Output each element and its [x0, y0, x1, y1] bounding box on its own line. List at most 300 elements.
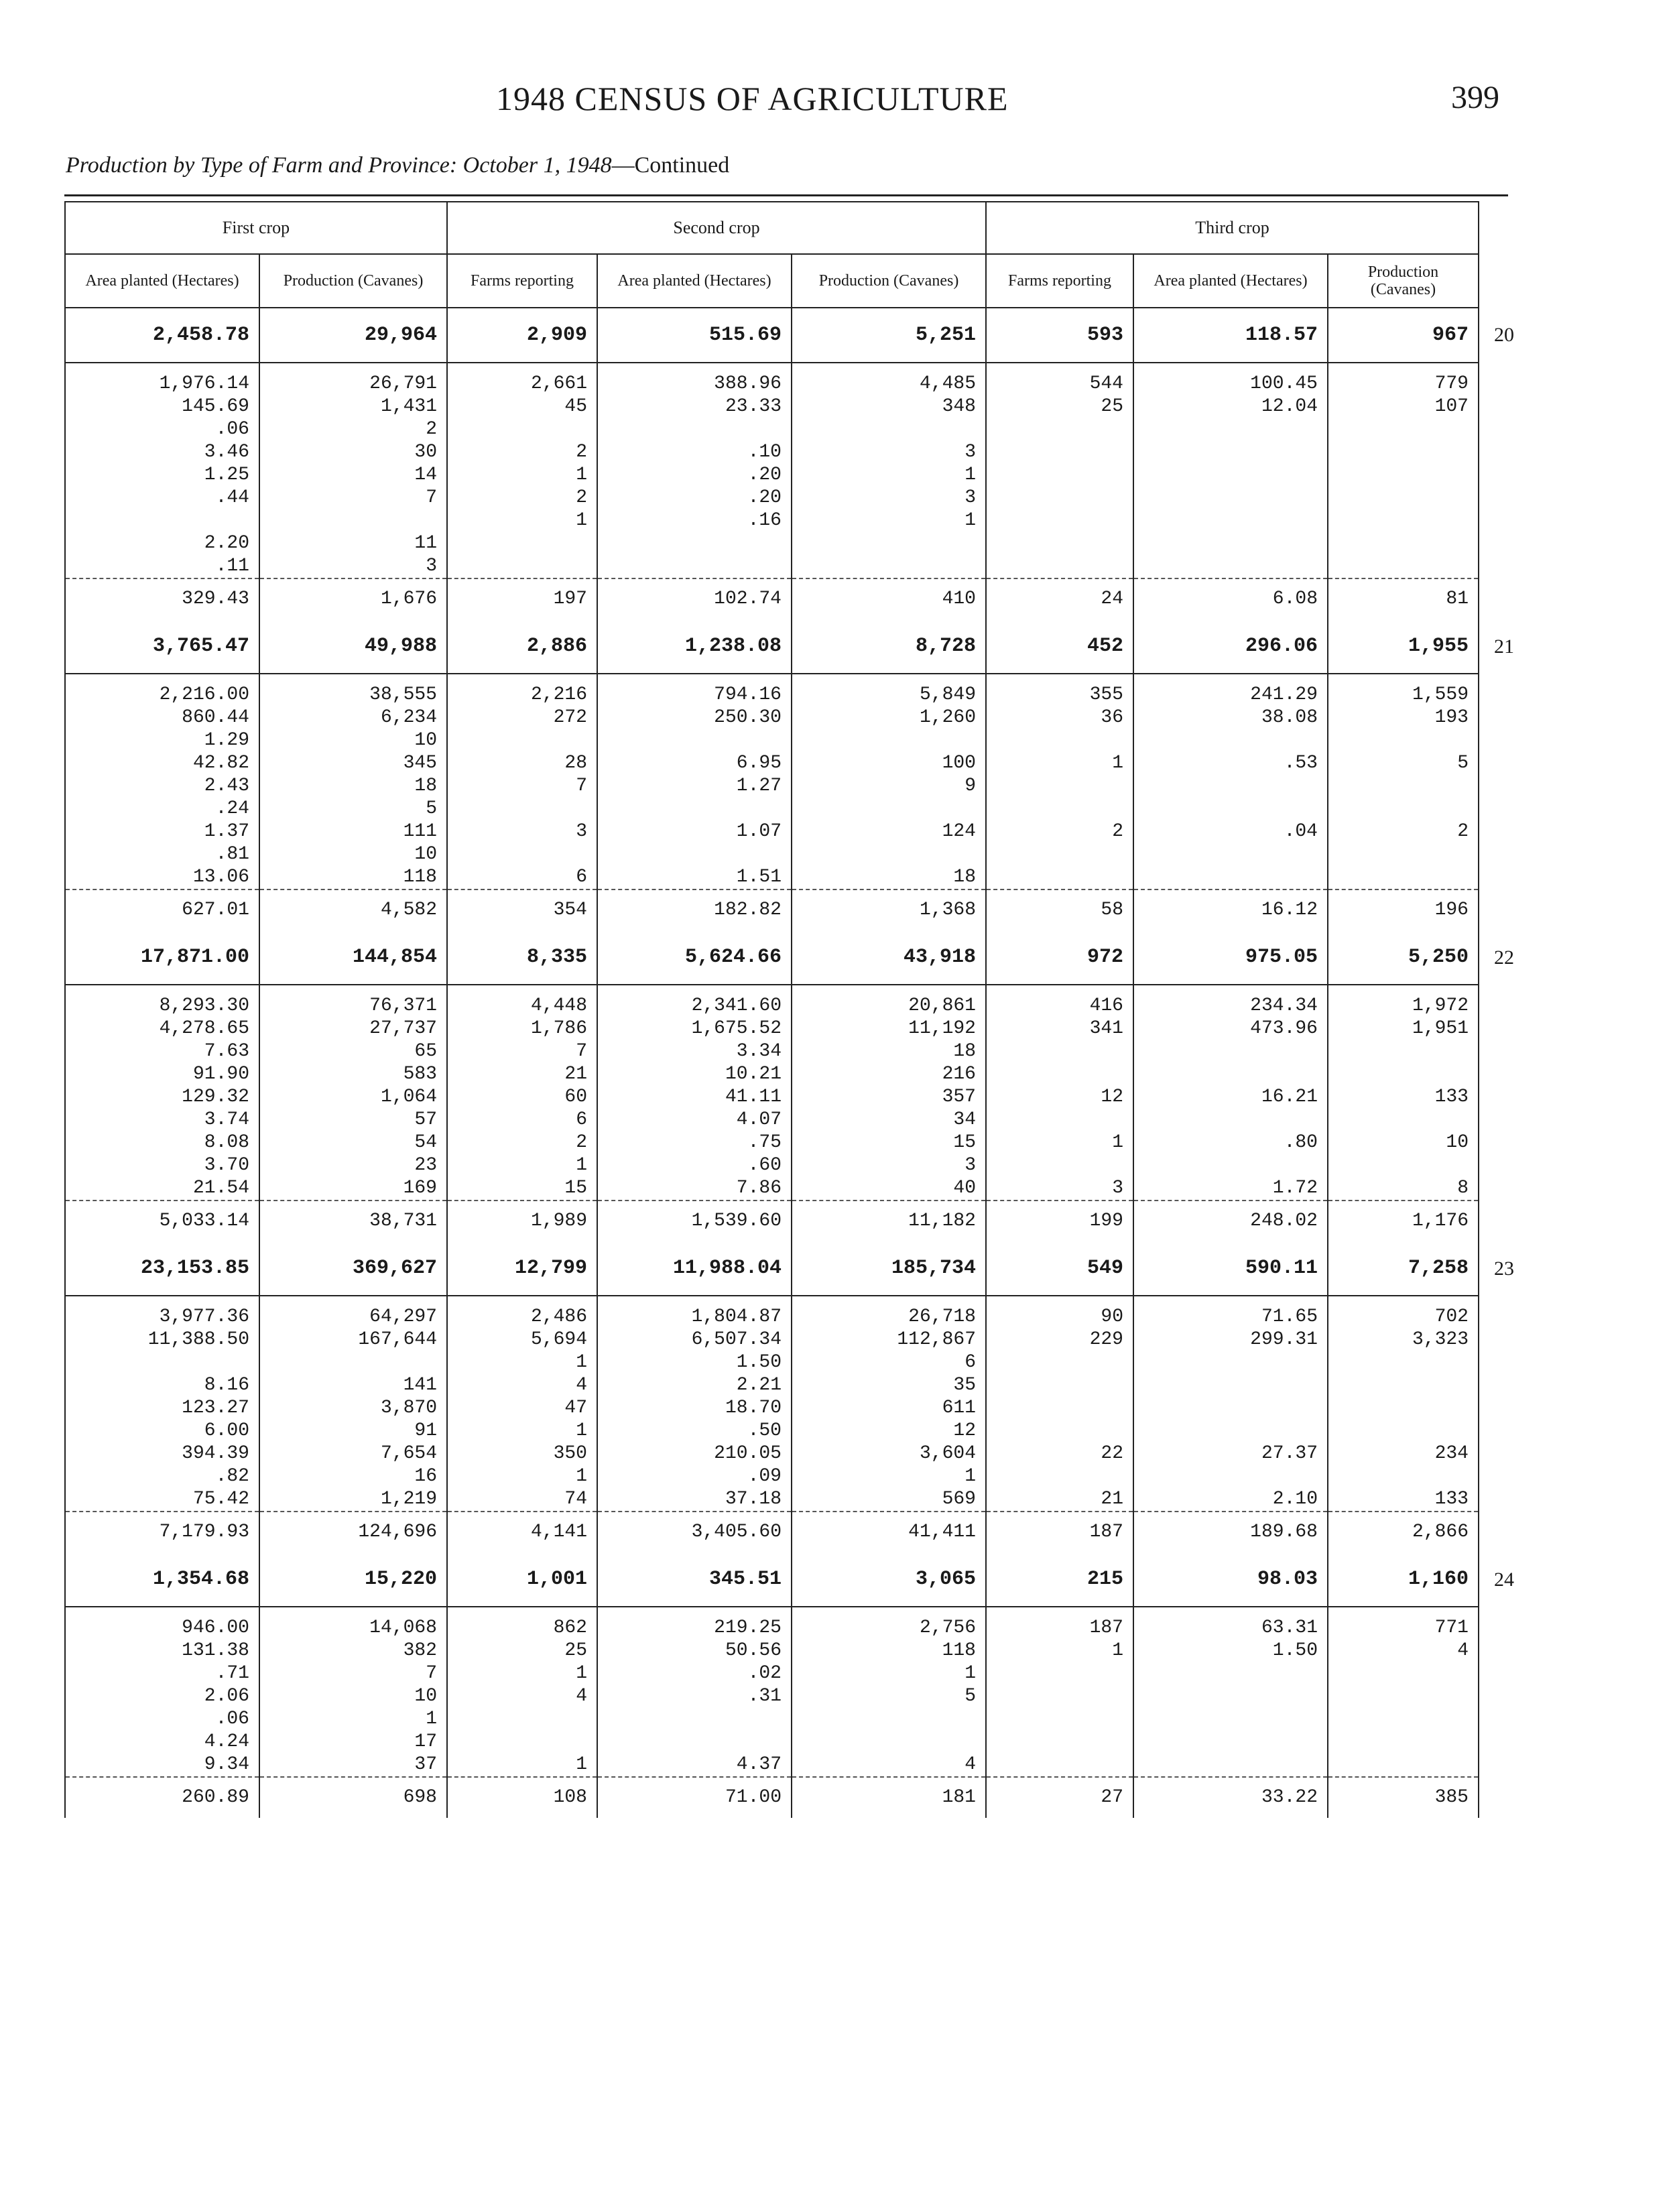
table-cell: 131.38: [65, 1640, 259, 1662]
table-row: [65, 729, 1532, 752]
table-cell: 3,604: [792, 1442, 986, 1465]
table-cell: 2,458.78: [65, 308, 259, 363]
table-cell: [1133, 798, 1328, 820]
table-row: [65, 1296, 1532, 1329]
table-row: [65, 1086, 1532, 1109]
table-cell: .44: [65, 487, 259, 509]
table-cell: .24: [65, 798, 259, 820]
table-cell: 26,791: [259, 363, 447, 395]
table-cell: [1133, 418, 1328, 441]
row-line-number: 21: [1494, 635, 1514, 658]
table-cell: [1133, 532, 1328, 555]
table-cell: 1,972: [1328, 985, 1479, 1018]
table-row-total: [65, 930, 1532, 985]
table-cell: 1.27: [597, 775, 792, 798]
table-cell: 7: [447, 1040, 597, 1063]
table-cell: 50.56: [597, 1640, 792, 1662]
table-cell: 118: [259, 866, 447, 889]
table-cell: 133: [1328, 1086, 1479, 1109]
table-cell: [986, 487, 1133, 509]
table-cell: 299.31: [1133, 1329, 1328, 1351]
table-cell: 569: [792, 1488, 986, 1512]
table-cell: [1328, 1754, 1479, 1777]
table-cell: 45: [447, 395, 597, 418]
table-cell: 702: [1328, 1296, 1479, 1329]
table-cell: 6: [792, 1351, 986, 1374]
table-cell: 4,278.65: [65, 1018, 259, 1040]
table-cell: 1: [792, 464, 986, 487]
row-line-number: [1479, 1397, 1532, 1420]
table-cell: 102.74: [597, 578, 792, 619]
table-cell: [986, 1397, 1133, 1420]
table-cell: 11,182: [792, 1201, 986, 1241]
table-cell: 593: [986, 308, 1133, 363]
row-line-number: [1479, 820, 1532, 843]
table-cell: .02: [597, 1662, 792, 1685]
table-cell: .60: [597, 1154, 792, 1177]
table-row: [65, 1662, 1532, 1685]
table-cell: .09: [597, 1465, 792, 1488]
table-row-subtotal: [65, 1201, 1532, 1241]
table-cell: 1,431: [259, 395, 447, 418]
table-cell: .11: [65, 555, 259, 578]
row-line-number: [1479, 843, 1532, 866]
row-line-number: [1479, 1329, 1532, 1351]
table-cell: [447, 729, 597, 752]
table-cell: [792, 1731, 986, 1754]
table-cell: 2,909: [447, 308, 597, 363]
table-cell: 11,192: [792, 1018, 986, 1040]
table-cell: 4: [792, 1754, 986, 1777]
table-cell: [1328, 555, 1479, 578]
table-cell: 3: [792, 487, 986, 509]
table-cell: 124: [792, 820, 986, 843]
table-cell: 118: [792, 1640, 986, 1662]
table-cell: 3.46: [65, 441, 259, 464]
table-cell: 2,486: [447, 1296, 597, 1329]
table-cell: 3.74: [65, 1109, 259, 1131]
table-row: [65, 1640, 1532, 1662]
table-cell: [792, 418, 986, 441]
table-cell: 15: [792, 1131, 986, 1154]
table-cell: 24: [986, 578, 1133, 619]
table-cell: 42.82: [65, 752, 259, 775]
table-cell: 2: [447, 1131, 597, 1154]
table-cell: 71.65: [1133, 1296, 1328, 1329]
table-cell: [986, 1685, 1133, 1708]
table-cell: 7: [447, 775, 597, 798]
row-line-number: [1479, 775, 1532, 798]
table-cell: .06: [65, 1708, 259, 1731]
table-cell: 4,582: [259, 889, 447, 930]
table-row: [65, 363, 1532, 395]
table-cell: [1133, 1731, 1328, 1754]
table-cell: [1133, 1465, 1328, 1488]
table-cell: [986, 1154, 1133, 1177]
table-cell: 5,033.14: [65, 1201, 259, 1241]
table-row: [65, 1607, 1532, 1640]
table-cell: 28: [447, 752, 597, 775]
table-cell: 1,951: [1328, 1018, 1479, 1040]
table-cell: 27.37: [1133, 1442, 1328, 1465]
table-cell: 452: [986, 619, 1133, 674]
table-cell: 248.02: [1133, 1201, 1328, 1241]
table-cell: 6.08: [1133, 578, 1328, 619]
table-cell: 91.90: [65, 1063, 259, 1086]
table-cell: 30: [259, 441, 447, 464]
table-cell: [1328, 487, 1479, 509]
table-cell: [792, 532, 986, 555]
table-cell: 382: [259, 1640, 447, 1662]
row-line-number: [1479, 1296, 1532, 1329]
table-cell: 1,260: [792, 706, 986, 729]
table-cell: 473.96: [1133, 1018, 1328, 1040]
table-cell: 7: [259, 487, 447, 509]
table-cell: 3.70: [65, 1154, 259, 1177]
table-cell: 4: [447, 1374, 597, 1397]
table-row: [65, 752, 1532, 775]
table-cell: [986, 1754, 1133, 1777]
table-cell: [792, 798, 986, 820]
table-cell: 7,179.93: [65, 1512, 259, 1552]
table-cell: 71.00: [597, 1777, 792, 1818]
table-cell: 3: [447, 820, 597, 843]
table-cell: 20,861: [792, 985, 986, 1018]
table-cell: 1,559: [1328, 674, 1479, 706]
row-line-number: [1479, 487, 1532, 509]
table-row: [65, 798, 1532, 820]
table-cell: [1133, 1662, 1328, 1685]
table-cell: 54: [259, 1131, 447, 1154]
table-body: [65, 308, 1532, 1818]
table-cell: 2: [1328, 820, 1479, 843]
table-cell: 2.43: [65, 775, 259, 798]
table-row: [65, 1465, 1532, 1488]
row-line-number: [1479, 1018, 1532, 1040]
row-line-number: [1479, 752, 1532, 775]
table-cell: 21.54: [65, 1177, 259, 1201]
table-cell: 1: [447, 1351, 597, 1374]
table-cell: 40: [792, 1177, 986, 1201]
table-cell: 33.22: [1133, 1777, 1328, 1818]
row-line-number: 23: [1494, 1257, 1514, 1280]
row-line-number: [1479, 1177, 1532, 1201]
row-line-number: [1479, 985, 1532, 1018]
table-cell: 3,065: [792, 1552, 986, 1607]
table-cell: [1328, 1040, 1479, 1063]
table-cell: [1328, 441, 1479, 464]
table-cell: 1: [447, 1754, 597, 1777]
table-cell: 23.33: [597, 395, 792, 418]
table-cell: 1,539.60: [597, 1201, 792, 1241]
table-cell: [1133, 487, 1328, 509]
table-cell: 1: [447, 464, 597, 487]
row-line-number: [1479, 889, 1532, 930]
table-row: [65, 555, 1532, 578]
table-cell: 187: [986, 1512, 1133, 1552]
table-cell: 123.27: [65, 1397, 259, 1420]
row-line-number: [1479, 1201, 1532, 1241]
table-cell: [1133, 843, 1328, 866]
table-cell: [1133, 509, 1328, 532]
column-header: Farms reporting: [986, 254, 1133, 308]
table-cell: [597, 418, 792, 441]
table-cell: [1328, 798, 1479, 820]
table-row: [65, 843, 1532, 866]
table-row: [65, 775, 1532, 798]
table-cell: 3,323: [1328, 1329, 1479, 1351]
table-cell: [597, 1731, 792, 1754]
row-line-number: [1479, 1154, 1532, 1177]
table-cell: 81: [1328, 578, 1479, 619]
table-cell: [986, 509, 1133, 532]
table-cell: 2,886: [447, 619, 597, 674]
table-cell: 972: [986, 930, 1133, 985]
table-cell: [986, 1063, 1133, 1086]
row-line-number: [1479, 798, 1532, 820]
row-line-number: [1479, 1708, 1532, 1731]
table-cell: [1328, 1109, 1479, 1131]
table-cell: 185,734: [792, 1241, 986, 1296]
table-cell: 3: [259, 555, 447, 578]
table-cell: 49,988: [259, 619, 447, 674]
table-row: [65, 1018, 1532, 1040]
table-cell: 355: [986, 674, 1133, 706]
table-cell: 4,448: [447, 985, 597, 1018]
table-cell: 8,335: [447, 930, 597, 985]
table-row: [65, 1351, 1532, 1374]
table-cell: [986, 1708, 1133, 1731]
table-cell: 229: [986, 1329, 1133, 1351]
table-cell: 118.57: [1133, 308, 1328, 363]
table-cell: [792, 843, 986, 866]
table-cell: 1.37: [65, 820, 259, 843]
table-cell: [986, 1374, 1133, 1397]
table-row-subtotal: [65, 578, 1532, 619]
table-cell: 5: [792, 1685, 986, 1708]
table-cell: 38,731: [259, 1201, 447, 1241]
table-row-subtotal: [65, 1512, 1532, 1552]
table-cell: [986, 1465, 1133, 1488]
table-cell: 345.51: [597, 1552, 792, 1607]
table-cell: 111: [259, 820, 447, 843]
table-cell: 187: [986, 1607, 1133, 1640]
table-caption-main: Production by Type of Farm and Province: October 1, 1948: [66, 153, 612, 178]
table-cell: [259, 509, 447, 532]
table-cell: 18: [792, 1040, 986, 1063]
table-cell: .75: [597, 1131, 792, 1154]
group-header-second-crop: Second crop: [447, 202, 986, 254]
table-cell: 129.32: [65, 1086, 259, 1109]
table-cell: .20: [597, 487, 792, 509]
column-header-spacer: [1479, 254, 1532, 308]
table-cell: [1133, 555, 1328, 578]
row-line-number: [1479, 1063, 1532, 1086]
table-row: [65, 706, 1532, 729]
table-cell: [986, 1662, 1133, 1685]
table-cell: 1.29: [65, 729, 259, 752]
row-line-number: [1479, 1086, 1532, 1109]
table-cell: 357: [792, 1086, 986, 1109]
table-cell: [447, 1731, 597, 1754]
table-cell: 1: [792, 509, 986, 532]
table-cell: [1133, 1063, 1328, 1086]
table-cell: 98.03: [1133, 1552, 1328, 1607]
table-cell: [986, 464, 1133, 487]
table-cell: 345: [259, 752, 447, 775]
table-cell: 15: [447, 1177, 597, 1201]
row-line-number: [1479, 1662, 1532, 1685]
table-cell: [1133, 1397, 1328, 1420]
table-cell: .16: [597, 509, 792, 532]
table-cell: 1,176: [1328, 1201, 1479, 1241]
table-cell: [1133, 1154, 1328, 1177]
table-cell: [1328, 1731, 1479, 1754]
table-cell: 975.05: [1133, 930, 1328, 985]
table-cell: 1: [986, 752, 1133, 775]
table-cell: [1328, 1374, 1479, 1397]
table-cell: 388.96: [597, 363, 792, 395]
column-header: Production (Cavanes): [259, 254, 447, 308]
table-cell: 10: [259, 843, 447, 866]
table-cell: 7.63: [65, 1040, 259, 1063]
table-cell: 107: [1328, 395, 1479, 418]
table-cell: [792, 1708, 986, 1731]
row-line-number: [1479, 1640, 1532, 1662]
top-rule: [64, 194, 1508, 196]
row-line-number: [1479, 363, 1532, 395]
column-header-row: [65, 254, 1532, 308]
group-header-third-crop: Third crop: [986, 202, 1479, 254]
row-line-number: [1479, 1351, 1532, 1374]
row-line-number: [1479, 464, 1532, 487]
table-row: [65, 1708, 1532, 1731]
table-row: [65, 487, 1532, 509]
table-cell: [1133, 729, 1328, 752]
table-row: [65, 464, 1532, 487]
table-cell: .20: [597, 464, 792, 487]
group-header-first-crop: First crop: [65, 202, 447, 254]
table-cell: 260.89: [65, 1777, 259, 1818]
table-cell: 590.11: [1133, 1241, 1328, 1296]
table-cell: 2,661: [447, 363, 597, 395]
row-line-number: [1479, 729, 1532, 752]
table-cell: 348: [792, 395, 986, 418]
table-cell: [1328, 1351, 1479, 1374]
table-cell: 2: [447, 487, 597, 509]
table-cell: 16.12: [1133, 889, 1328, 930]
table-cell: 4.07: [597, 1109, 792, 1131]
table-cell: 15,220: [259, 1552, 447, 1607]
row-line-number: [1479, 1607, 1532, 1640]
table-cell: 169: [259, 1177, 447, 1201]
table-cell: 1: [792, 1465, 986, 1488]
table-cell: [1328, 1397, 1479, 1420]
table-cell: 2: [259, 418, 447, 441]
table-cell: 2,216: [447, 674, 597, 706]
table-cell: .71: [65, 1662, 259, 1685]
table-cell: 22: [986, 1442, 1133, 1465]
table-cell: 385: [1328, 1777, 1479, 1818]
table-cell: [792, 555, 986, 578]
table-cell: 3,765.47: [65, 619, 259, 674]
column-header: Area planted (Hectares): [65, 254, 259, 308]
table-cell: [1328, 1662, 1479, 1685]
table-cell: 2: [447, 441, 597, 464]
table-cell: 1,238.08: [597, 619, 792, 674]
table-cell: [1133, 1685, 1328, 1708]
row-line-number: [1479, 509, 1532, 532]
table-cell: 3: [792, 1154, 986, 1177]
table-cell: [1328, 729, 1479, 752]
table-cell: 698: [259, 1777, 447, 1818]
table-cell: 3,405.60: [597, 1512, 792, 1552]
table-cell: 1: [447, 1420, 597, 1442]
table-cell: 1,160: [1328, 1552, 1479, 1607]
table-row: [65, 1731, 1532, 1754]
table-cell: 394.39: [65, 1442, 259, 1465]
row-line-number: [1479, 441, 1532, 464]
table-cell: 1,786: [447, 1018, 597, 1040]
row-line-number: [1479, 1777, 1532, 1818]
row-line-number: 20: [1494, 324, 1514, 346]
table-cell: [986, 775, 1133, 798]
table-cell: 3.34: [597, 1040, 792, 1063]
table-cell: 10: [259, 729, 447, 752]
table-cell: 41,411: [792, 1512, 986, 1552]
table-cell: [1328, 509, 1479, 532]
table-cell: 1.50: [597, 1351, 792, 1374]
table-cell: 241.29: [1133, 674, 1328, 706]
table-cell: 611: [792, 1397, 986, 1420]
table-cell: 197: [447, 578, 597, 619]
table-row: [65, 1420, 1532, 1442]
table-cell: 4,141: [447, 1512, 597, 1552]
table-cell: [597, 798, 792, 820]
table-cell: [1133, 1374, 1328, 1397]
table-cell: 145.69: [65, 395, 259, 418]
table-cell: 583: [259, 1063, 447, 1086]
table-cell: 4.37: [597, 1754, 792, 1777]
table-cell: 1,955: [1328, 619, 1479, 674]
table-row: [65, 1685, 1532, 1708]
table-cell: 133: [1328, 1488, 1479, 1512]
table-cell: 11: [259, 532, 447, 555]
table-cell: 5,694: [447, 1329, 597, 1351]
table-row: [65, 1442, 1532, 1465]
table-cell: 38,555: [259, 674, 447, 706]
table-cell: 779: [1328, 363, 1479, 395]
row-line-number: [1479, 674, 1532, 706]
table-cell: 1,989: [447, 1201, 597, 1241]
table-cell: 329.43: [65, 578, 259, 619]
table-cell: 182.82: [597, 889, 792, 930]
table-cell: [986, 555, 1133, 578]
row-line-number: [1479, 1109, 1532, 1131]
table-cell: [1133, 1708, 1328, 1731]
row-line-number: [1479, 1131, 1532, 1154]
table-cell: 47: [447, 1397, 597, 1420]
table-cell: 410: [792, 578, 986, 619]
table-cell: 74: [447, 1488, 597, 1512]
table-cell: 90: [986, 1296, 1133, 1329]
table-cell: [986, 866, 1133, 889]
row-line-number: [1479, 532, 1532, 555]
table-cell: 2,216.00: [65, 674, 259, 706]
table-cell: 11,388.50: [65, 1329, 259, 1351]
table-cell: 34: [792, 1109, 986, 1131]
table-cell: [447, 843, 597, 866]
